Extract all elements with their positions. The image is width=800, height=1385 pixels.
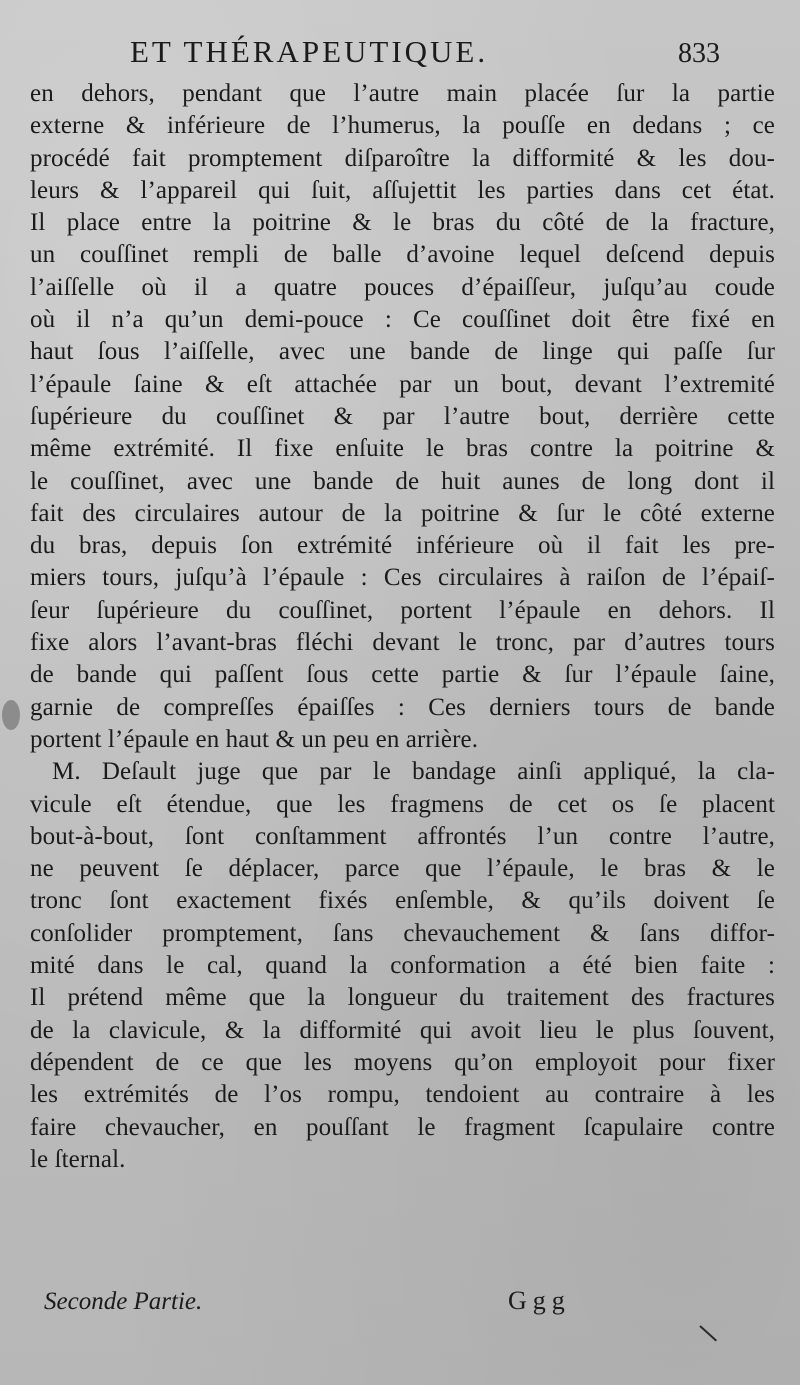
signature-mark: Ggg [508,1286,571,1315]
text-line: portent l’épaule en haut & un peu en arrière. [30,725,479,753]
text-line: Il prétend même que la longueur du traitement des fractures [30,984,775,1012]
ink-blot [2,700,20,730]
text-line: externe & inférieure de l’humerus, la pouſſe en dedans ; ce [30,112,775,140]
text-line: ſeur ſupérieure du couſſinet, portent l’épaule en dehors. Il [30,596,775,624]
page-number: 833 [678,38,720,69]
text-line: tronc ſont exactement fixés enſemble, & qu’ils doivent ſe [30,887,775,915]
text-line: fixe alors l’avant-bras fléchi devant le tronc, par d’autres tours [30,629,775,657]
text-line: conſolider promptement, ſans chevauchement & ſans diffor- [30,919,775,947]
text-line: en dehors, pendant que l’autre main placée ſur la partie [30,80,775,107]
body-text [30,78,775,1176]
text-line: du bras, depuis ſon extrémité inférieure où il fait les pre- [30,532,775,560]
text-line: le ſternal. [30,1145,126,1173]
text-line: dépendent de ce que les moyens qu’on employoit pour fixer [30,1048,775,1076]
text-line: leurs & l’appareil qui ſuit, aſſujettit les parties dans cet état. [30,176,775,204]
text-line: les extrémités de l’os rompu, tendoient au contraire à les [30,1081,775,1109]
page-header [0,24,800,74]
text-line: de bande qui paſſent ſous cette partie & ſur l’épaule ſaine, [30,661,775,689]
text-line: où il n’a qu’un demi-pouce : Ce couſſinet doit être fixé en [30,306,775,334]
text-line: l’aiſſelle où il a quatre pouces d’épaiſſeur, juſqu’au coude [30,273,775,301]
text-line: même extrémité. Il fixe enſuite le bras contre la poitrine & [30,435,775,463]
text-line: Il place entre la poitrine & le bras du côté de la fracture, [30,209,775,237]
text-line: miers tours, juſqu’à l’épaule : Ces circulaires à raiſon de l’épaiſ- [30,564,775,592]
text-line: ſupérieure du couſſinet & par l’autre bout, derrière cette [30,402,775,430]
text-line: de la clavicule, & la difformité qui avoit lieu le plus ſouvent, [30,1016,775,1044]
text-line: faire chevaucher, en pouſſant le fragment ſcapulaire contre [30,1113,775,1141]
text-line: bout-à-bout, ſont conſtamment affrontés l’un contre l’autre, [30,822,775,850]
text-line: l’épaule ſaine & eſt attachée par un bout, devant l’extremité [30,370,775,398]
text-line: haut ſous l’aiſſelle, avec une bande de linge qui paſſe ſur [30,338,775,366]
stray-mark [699,1325,717,1341]
text-line: ne peuvent ſe déplacer, parce que l’épaule, le bras & le [30,855,775,883]
running-title: ET THÉRAPEUTIQUE. [130,34,489,69]
text-line: garnie de compreſſes épaiſſes : Ces derniers tours de bande [30,693,775,721]
text-line: M. Deſault juge que par le bandage ainſi appliqué, la cla- [52,758,775,786]
part-label: Seconde Partie. [44,1288,203,1315]
text-line: mité dans le cal, quand la conformation a été bien faite : [30,952,775,980]
text-line: un couſſinet rempli de balle d’avoine lequel deſcend depuis [30,241,775,269]
text-line: le couſſinet, avec une bande de huit aunes de long dont il [30,467,775,495]
text-line: vicule eſt étendue, que les fragmens de cet os ſe placent [30,790,775,818]
text-line: fait des circulaires autour de la poitrine & ſur le côté externe [30,499,775,527]
text-line: procédé fait promptement diſparoître la difformité & les dou- [30,144,775,172]
